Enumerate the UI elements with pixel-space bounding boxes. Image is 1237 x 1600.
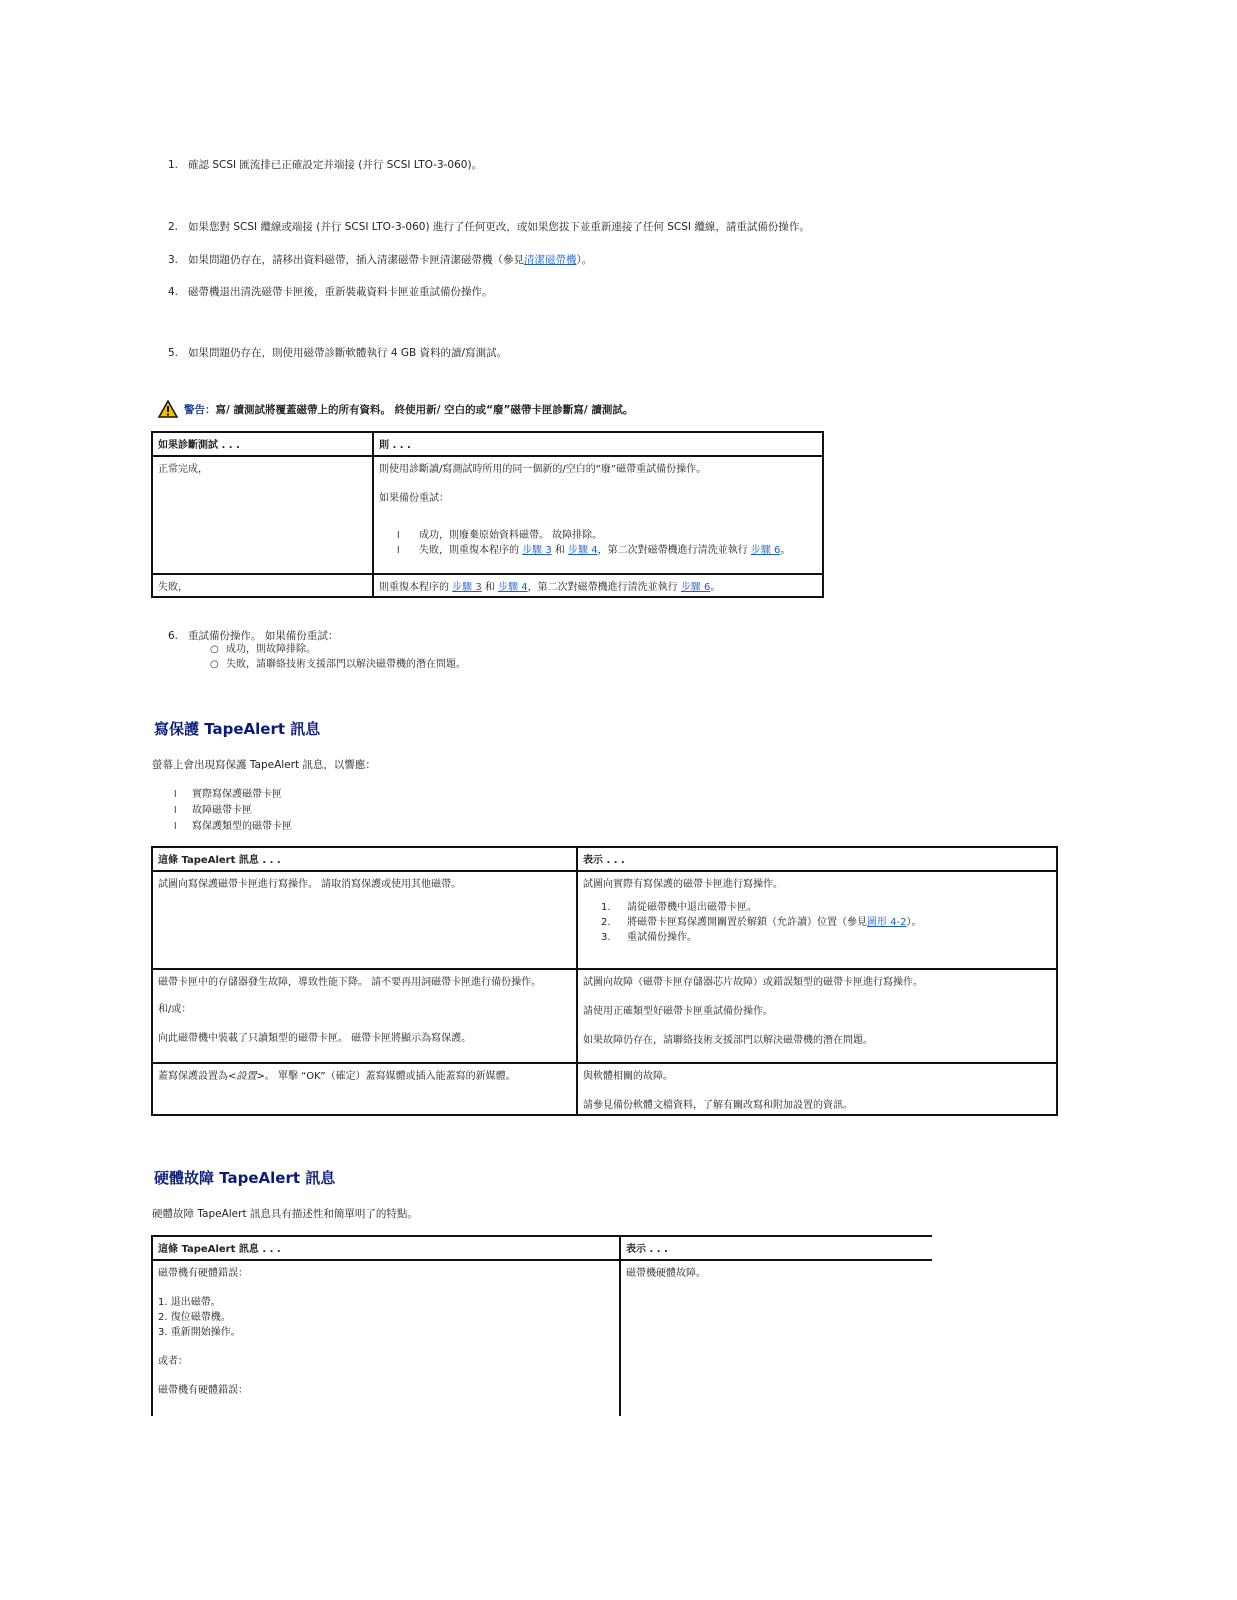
step-6-link[interactable]: 步驟 6	[680, 582, 711, 593]
warning-notice	[158, 400, 633, 418]
step-4-link[interactable]: 步驟 4	[568, 545, 598, 556]
table-header-row	[152, 432, 823, 456]
list-item: ○ 失敗，請聯絡技術支援部門以解決磁帶機的潛在問題。	[210, 659, 466, 670]
table-row	[152, 969, 1057, 1063]
list-item: 1. 退出磁帶。	[158, 1297, 221, 1308]
table-cell: 則使用診斷讀/寫測試時所用的同一個新的/空白的“廢”磁帶重試備份操作。 如果備份重試： l 成功，則廢棄原始資料磁帶。 故障排除。 l 失敗，則重復本程序的 步驟 3 和 步驟 4，第二次對磁帶機進行清洗並執行 步驟 6。	[373, 456, 823, 574]
step-6-sublist	[210, 642, 466, 672]
warning-triangle-icon	[158, 400, 178, 418]
column-header: 這條 TapeAlert 訊息 . . .	[152, 1236, 620, 1260]
list-item: l 實際寫保護磁帶卡匣	[174, 789, 282, 800]
table-cell: 正常完成，	[152, 456, 373, 574]
write-protect-heading: 寫保護 TapeAlert 訊息	[154, 720, 321, 738]
table-cell: 與軟體相關的故障。 請參見備份軟體文檔資料，了解有關改寫和附加設置的資訊。	[577, 1063, 1057, 1115]
hardware-table-clip	[151, 1235, 932, 1416]
hardware-error-table	[151, 1235, 932, 1416]
write-protect-bullets	[174, 787, 292, 835]
list-item: l 失敗，則重復本程序的 步驟 3 和 步驟 4，第二次對磁帶機進行清洗並執行 步驟 6。	[397, 545, 791, 556]
table-cell: 蓋寫保護設置為<設置>。 單擊 “OK”（確定）蓋寫媒體或插入能蓋寫的新媒體。	[152, 1063, 577, 1115]
diagnostic-table	[151, 431, 824, 598]
write-protect-intro: 螢幕上會出現寫保護 TapeAlert 訊息，以響應：	[152, 759, 376, 771]
list-item: l 寫保護類型的磁帶卡匣	[174, 821, 292, 832]
list-item: ○ 成功，則故障排除。	[210, 644, 316, 655]
list-item: 3. 重試備份操作。	[601, 932, 697, 943]
step-3-link[interactable]: 步驟 3	[522, 545, 552, 556]
table-cell: 磁帶卡匣中的存儲器發生故障，導致性能下降。 請不要再用詞磁帶卡匣進行備份操作。 和/或： 向此磁帶機中裝載了只讀類型的磁帶卡匣。 磁帶卡匣將顯示為寫保護。	[152, 969, 577, 1063]
column-header: 如果診斷測試 . . .	[152, 432, 373, 456]
table-cell: 失敗，	[152, 574, 373, 597]
clean-drive-link[interactable]: 清潔磁帶機	[524, 254, 577, 266]
hardware-error-heading: 硬體故障 TapeAlert 訊息	[154, 1169, 336, 1187]
ordered-list	[583, 898, 1051, 943]
table-row	[152, 456, 823, 574]
table-row	[152, 1260, 932, 1416]
table-cell: 試圖向寫保護磁帶卡匣進行寫操作。 請取消寫保護或使用其他磁帶。	[152, 871, 577, 969]
table-row	[152, 871, 1057, 969]
list-item: 2. 復位磁帶機。	[158, 1312, 231, 1323]
table-cell: 試圖向實際有寫保護的磁帶卡匣進行寫操作。 1. 請從磁帶機中退出磁帶卡匣。 2. 將磁帶卡匣寫保護開關置於解鎖（允許讀）位置（參見圖形 4-2）。 3. 重試備份操作。	[577, 871, 1057, 969]
figure-4-2-link[interactable]: 圖形 4-2	[867, 917, 907, 928]
step-6: 6. 重試備份操作。 如果備份重試：	[168, 630, 339, 642]
step-6-link[interactable]: 步驟 6	[750, 545, 781, 556]
list-item: 1. 請從磁帶機中退出磁帶卡匣。	[601, 902, 757, 913]
column-header: 表示 . . .	[577, 847, 1057, 871]
list-item: 3. 重新開始操作。	[158, 1327, 241, 1338]
table-header-row	[152, 847, 1057, 871]
step-4: 4. 磁帶機退出清洗磁帶卡匣後，重新裝載資料卡匣並重試備份操作。	[168, 286, 493, 298]
circle-bullet-icon: ○	[210, 644, 219, 655]
table-cell: 則重復本程序的 步驟 3 和 步驟 4，第二次對磁帶機進行清洗並執行 步驟 6。	[373, 574, 823, 597]
table-row	[152, 1063, 1057, 1115]
table-row	[152, 574, 823, 597]
step-3: 3. 如果問題仍存在，請移出資料磁帶，插入清潔磁帶卡匣清潔磁帶機（參見清潔磁帶機）。	[168, 254, 593, 266]
column-header: 則 . . .	[373, 432, 823, 456]
step-4-link[interactable]: 步驟 4	[498, 582, 528, 593]
list-item: l 成功，則廢棄原始資料磁帶。 故障排除。	[397, 530, 603, 541]
table-cell: 磁帶機有硬體錯誤： 1. 退出磁帶。 2. 復位磁帶機。 3. 重新開始操作。 或者： 磁帶機有硬體錯誤：	[152, 1260, 620, 1416]
column-header: 這條 TapeAlert 訊息 . . .	[152, 847, 577, 871]
table-header-row	[152, 1236, 932, 1260]
write-protect-table	[151, 846, 1058, 1116]
step-1: 1. 確認 SCSI 匯流排已正確設定并端接 (并行 SCSI LTO-3-060)。	[168, 159, 483, 171]
hardware-error-intro: 硬體故障 TapeAlert 訊息具有描述性和簡單明了的特點。	[152, 1208, 418, 1220]
table-cell: 試圖向故障（磁帶卡匣存儲器芯片故障）或錯誤類型的磁帶卡匣進行寫操作。 請使用正確類型好磁帶卡匣重試備份操作。 如果故障仍存在，請聯絡技術支援部門以解決磁帶機的潛在問題。	[577, 969, 1057, 1063]
step-3-link[interactable]: 步驟 3	[452, 582, 482, 593]
warning-text: 寫/ 讀測試將覆蓋磁帶上的所有資料。 終使用新/ 空白的或“廢”磁帶卡匣診斷寫/ 讀測試。	[215, 403, 634, 416]
step-2: 2. 如果您對 SCSI 纜線或端接 (并行 SCSI LTO-3-060) 進行了任何更改，或如果您拔下並重新連接了任何 SCSI 纜線，請重試備份操作。	[168, 221, 810, 233]
list-item: 2. 將磁帶卡匣寫保護開關置於解鎖（允許讀）位置（參見圖形 4-2）。	[601, 917, 922, 928]
circle-bullet-icon: ○	[210, 659, 219, 670]
table-cell: 磁帶機硬體故障。	[620, 1260, 932, 1416]
column-header: 表示 . . .	[620, 1236, 932, 1260]
step-5: 5. 如果問題仍存在，則使用磁帶診斷軟體執行 4 GB 資料的讀/寫測試。	[168, 347, 508, 359]
warning-label: 警告：	[184, 403, 216, 416]
list-item: l 故障磁帶卡匣	[174, 805, 252, 816]
